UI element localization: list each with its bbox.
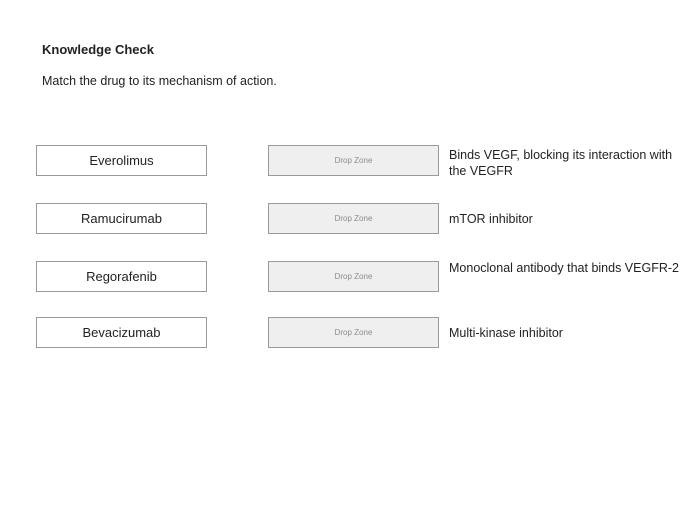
mechanism-text-2: mTOR inhibitor <box>449 212 533 226</box>
mechanism-text-1: Binds VEGF, blocking its interaction with the VEGFR <box>449 148 673 178</box>
drug-card-everolimus[interactable]: Everolimus <box>36 145 207 176</box>
drop-zone-4[interactable]: Drop Zone <box>268 317 439 348</box>
drug-card-regorafenib[interactable]: Regorafenib <box>36 261 207 292</box>
drug-card-ramucirumab[interactable]: Ramucirumab <box>36 203 207 234</box>
drop-zone-2[interactable]: Drop Zone <box>268 203 439 234</box>
page-title: Knowledge Check <box>42 42 154 57</box>
drop-zone-3[interactable]: Drop Zone <box>268 261 439 292</box>
instruction-text: Match the drug to its mechanism of action. <box>42 74 277 88</box>
drop-zone-1[interactable]: Drop Zone <box>268 145 439 176</box>
drug-card-bevacizumab[interactable]: Bevacizumab <box>36 317 207 348</box>
mechanism-text-4: Multi-kinase inhibitor <box>449 326 563 340</box>
mechanism-text-3: Monoclonal antibody that binds VEGFR-2 <box>449 261 679 275</box>
